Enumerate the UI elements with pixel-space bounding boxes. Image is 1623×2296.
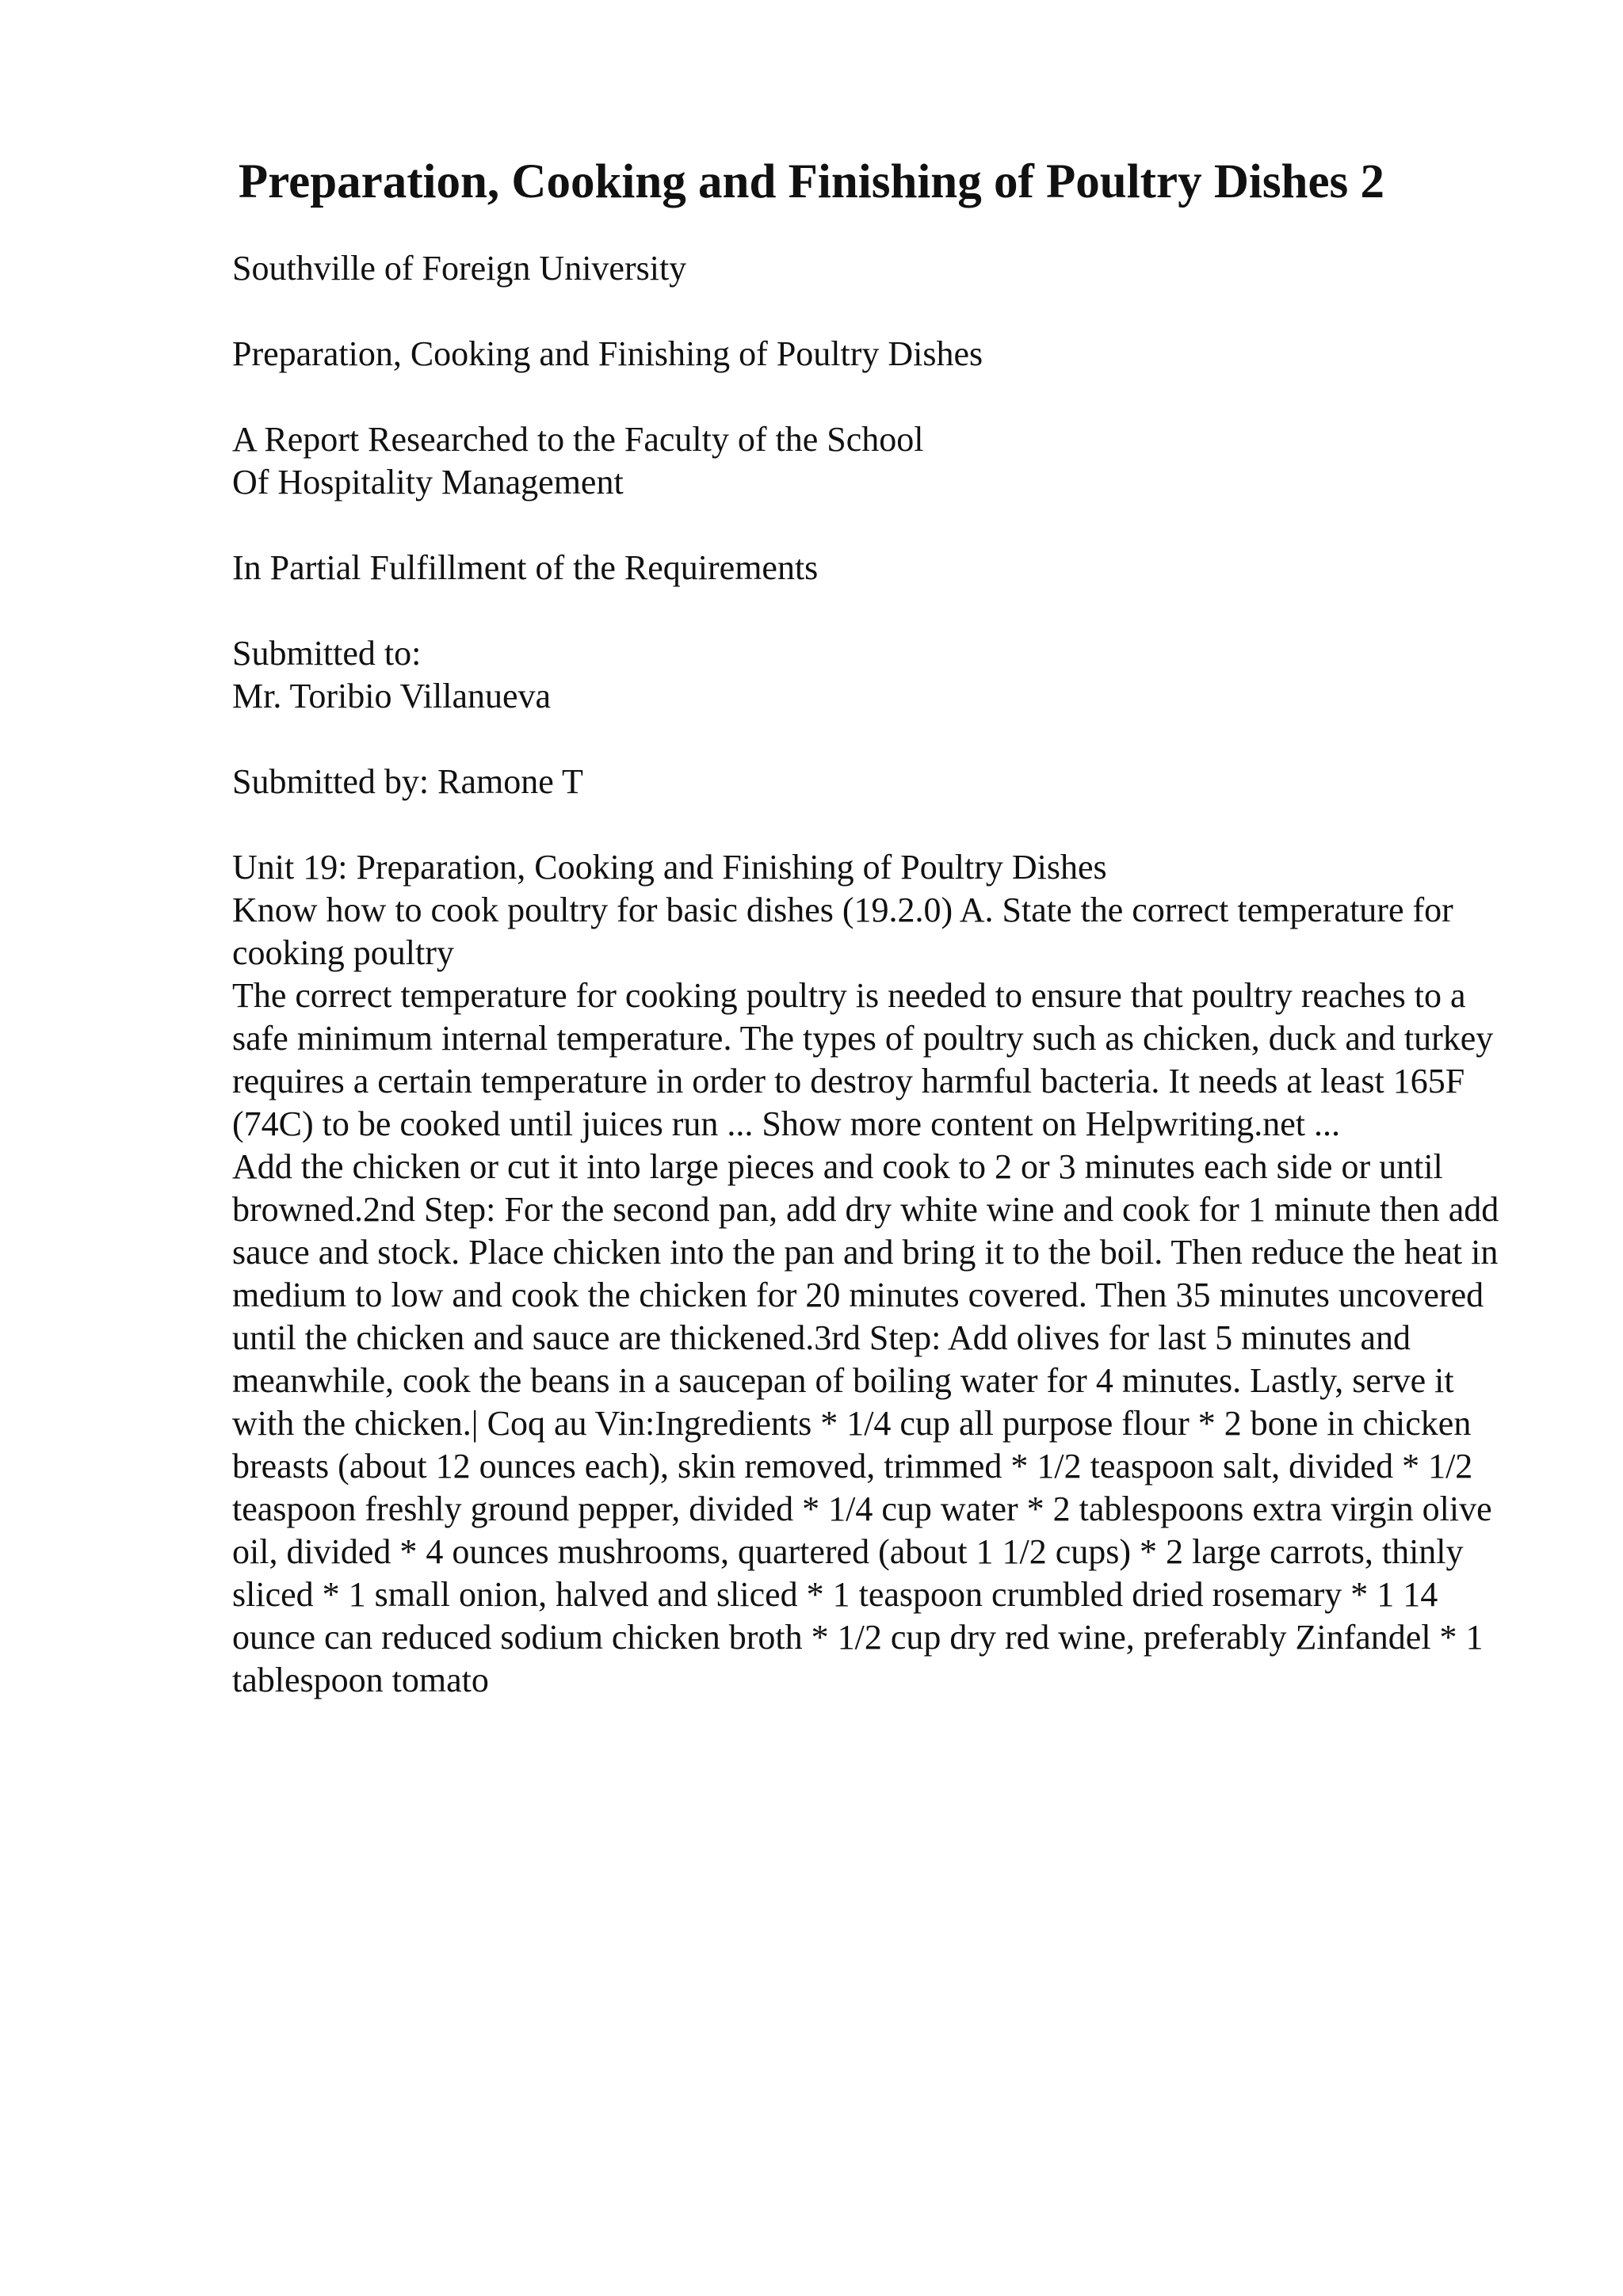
document-body [232,247,1524,1702]
submitted-to-block [232,632,1524,718]
submitted-by: Submitted by: Ramone T [232,762,583,801]
university-name: Southville of Foreign University [232,249,687,288]
unit-heading: Unit 19: Preparation, Cooking and Finishing of Poultry Dishes [232,848,1107,887]
body-paragraph-temperature: The correct temperature for cooking poultry is needed to ensure that poultry reaches to a safe minimum internal temperature. The types of poultry such as chicken, duck and turkey requires a certain temperature in order to destroy harmful bacteria. It needs at least 165F (74C) to be cooked until juices run ... Show more content on Helpwriting.net ... [232,976,1494,1143]
report-title: Preparation, Cooking and Finishing of Poultry Dishes [232,334,983,373]
submitted-to-label: Submitted to: [232,634,422,673]
report-description-line-1: A Report Researched to the Faculty of the School [232,420,924,459]
report-description [232,418,1524,504]
report-description-line-2: Of Hospitality Management [232,463,624,502]
fulfillment-statement: In Partial Fulfillment of the Requirements [232,548,819,587]
page-title: Preparation, Cooking and Finishing of Poultry Dishes 2 [238,155,1385,208]
body-paragraph-recipe: Add the chicken or cut it into large pieces and cook to 2 or 3 minutes each side or until browned.2nd Step: For the second pan, add dry white wine and cook for 1 minute then add sauce and stock. Place chicken into the pan and bring it to the boil. Then reduce the heat in medium to low and cook the chicken for 20 minutes covered. Then 35 minutes uncovered until the chicken and sauce are thickened.3rd Step: Add olives for last 5 minutes and meanwhile, cook the beans in a saucepan of boiling water for 4 minutes. Lastly, serve it with the chicken.| Coq au Vin:Ingredients * 1/4 cup all purpose flour * 2 bone in chicken breasts (about 12 ounces each), skin removed, trimmed * 1/2 teaspoon salt, divided * 1/2 teaspoon freshly ground pepper, divided * 1/4 cup water * 2 tablespoons extra virgin olive oil, divided * 4 ounces mushrooms, quartered (about 1 1/2 cups) * 2 large carrots, thinly sliced * 1 small onion, halved and sliced * 1 teaspoon crumbled dried rosemary * 1 14 ounce can reduced sodium chicken broth * 1/2 cup dry red wine, preferably Zinfandel * 1 tablespoon tomato [232,1147,1499,1699]
learning-objective: Know how to cook poultry for basic dishes (19.2.0) A. State the correct temperature for cooking poultry [232,891,1453,972]
submitted-to-name: Mr. Toribio Villanueva [232,677,552,715]
